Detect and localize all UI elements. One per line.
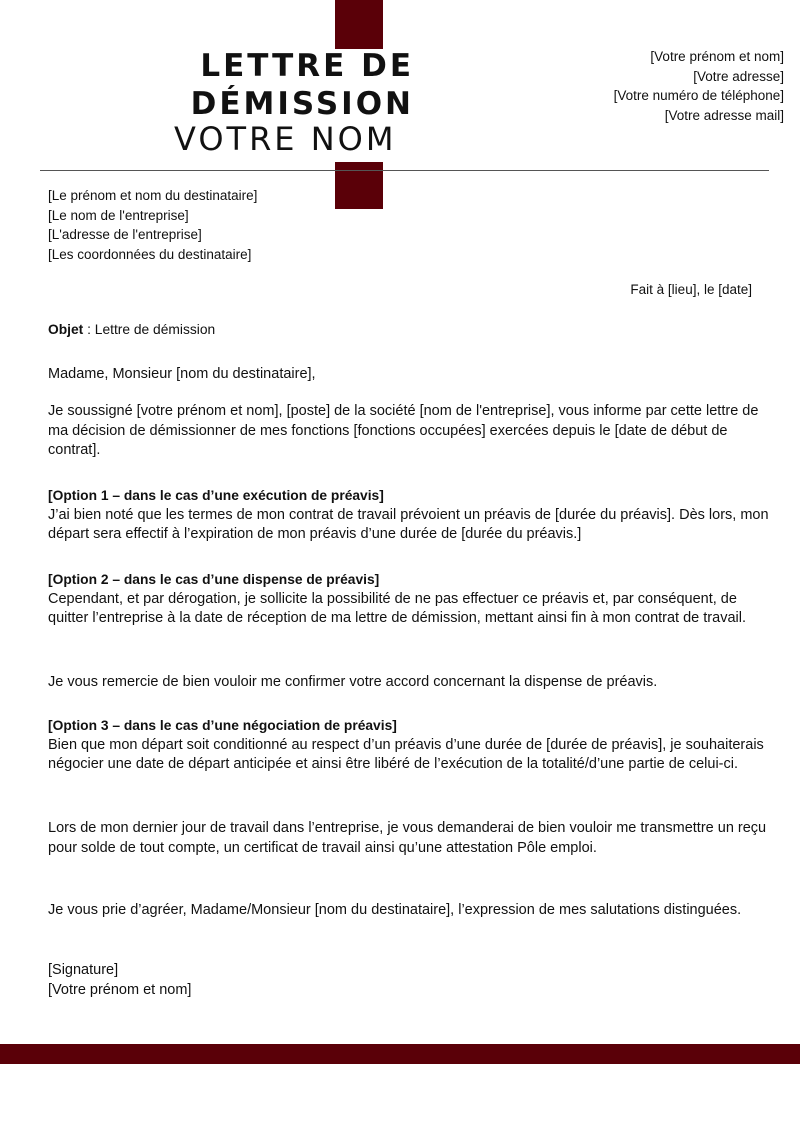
sender-address: [Votre adresse] (693, 68, 784, 84)
header-divider (40, 170, 769, 171)
option-2-text: Cependant, et par dérogation, je sollicite la possibilité de ne pas effectuer ce préavis et, par conséquent, de quitter l’entreprise à la date de réception de ma lettre de démission, mettant ainsi fin à mon contrat de travail. (48, 590, 746, 626)
signature-placeholder: [Signature] (48, 962, 119, 978)
date-line: Fait à [lieu], le [date] (630, 282, 752, 297)
accent-block-top (335, 0, 383, 49)
recipient-block (48, 186, 257, 264)
recipient-name: [Le prénom et nom du destinataire] (48, 188, 258, 203)
option-3-section (48, 716, 778, 775)
signature-block (48, 961, 778, 1000)
sender-email: [Votre adresse mail] (664, 107, 784, 123)
sender-name: [Votre prénom et nom] (650, 49, 784, 64)
salutation: Madame, Monsieur [nom du destinataire], (48, 366, 316, 382)
recipient-address: [L'adresse de l'entreprise] (48, 227, 202, 242)
option-1-text: J’ai bien noté que les termes de mon contrat de travail prévoient un préavis de [durée du préavis]. Dès lors, mon départ sera effectif à l’expiration de mon préavis d’une durée de [durée du préavis.] (48, 506, 769, 542)
thanks-paragraph: Je vous remercie de bien vouloir me confirmer votre accord concernant la dispense de préavis. (48, 674, 658, 690)
subject-text: : Lettre de démission (83, 322, 216, 337)
document-title-line-1: LETTRE DE (200, 48, 414, 84)
option-2-section (48, 570, 778, 629)
intro-paragraph: Je soussigné [votre prénom et nom], [poste] de la société [nom de l'entreprise], vous informe par cette lettre de ma décision de démissionner de mes fonctions [fonctions occupées] exercées depuis le [date de début de contrat]. (48, 403, 759, 458)
option-1-title: [Option 1 – dans le cas d’une exécution de préavis] (48, 488, 384, 503)
subject-label: Objet (48, 322, 84, 337)
option-3-title: [Option 3 – dans le cas d’une négociation de préavis] (48, 718, 397, 733)
footer-accent-bar (0, 1044, 800, 1064)
your-name-heading: VOTRE NOM (174, 120, 397, 158)
recipient-company: [Le nom de l'entreprise] (48, 207, 189, 223)
recipient-contact: [Les coordonnées du destinataire] (48, 246, 252, 262)
subject-line (48, 320, 778, 340)
sender-phone: [Votre numéro de téléphone] (613, 88, 784, 103)
closing-paragraph: Je vous prie d’agréer, Madame/Monsieur [nom du destinataire], l’expression de mes salutations distinguées. (48, 902, 742, 918)
option-1-section (48, 486, 778, 545)
signature-name: [Votre prénom et nom] (48, 981, 192, 998)
sender-block (614, 47, 784, 125)
document-title-line-2: DÉMISSION (190, 86, 414, 122)
last-day-paragraph: Lors de mon dernier jour de travail dans l’entreprise, je vous demanderai de bien vouloir me transmettre un reçu pour solde de tout compte, un certificat de travail ainsi qu’une attestation Pôle emploi. (48, 820, 767, 856)
option-3-text: Bien que mon départ soit conditionné au respect d’un préavis d’une durée de [durée de préavis], je souhaiterais négocier une date de départ anticipée et ainsi être libéré de l’exécution de la totalité/d’une partie de celui-ci. (48, 736, 764, 772)
option-2-title: [Option 2 – dans le cas d’une dispense de préavis] (48, 572, 380, 587)
